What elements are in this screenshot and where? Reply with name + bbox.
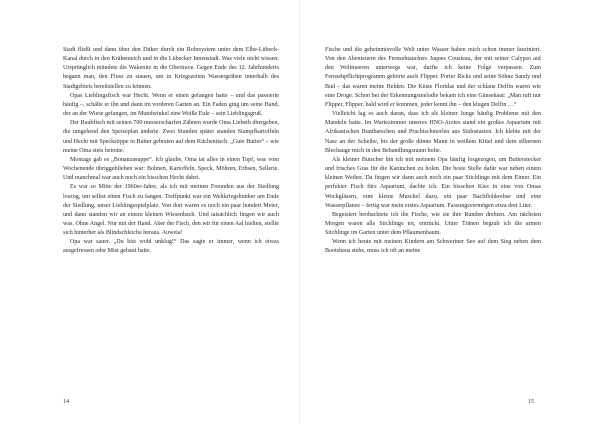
right-page-number: 15: [528, 399, 534, 405]
left-paragraph-4: Montags gab es „Bonanzasuppe“. Ich glaube, Oma tat alles in einen Topf, was vom Wochenende übriggeblieben war: Bohnen, Kartoffeln, Speck, Möhren, Erbsen, Sellerie. Und manchmal war auch noch ein bisschen Hecht dabei.: [63, 156, 279, 182]
right-paragraph-5: Wenn ich heute mit meinen Kindern am Schweriner See auf dem Steg neben dem Bootshaus stehe, muss ich oft an meine: [325, 239, 541, 255]
left-paragraph-3: Der Raubfisch mit seinen 700 messerscharfen Zähnen wurde Oma Liebeth übergeben, die umgehend den Speiseplan änderte. Zwei Stunden später standen Stampfkartoffeln und Hecht mit Speckstippe in Butter gebraten auf dem Küchentisch. „Gute Butter“ – wie meine Oma stets betonte.: [63, 120, 279, 154]
right-paragraph-3: Als kleiner Butscher bin ich mit meinem Opa häufig losgezogen, um Butterstecker und frisches Gras für die Kaninchen zu holen. Die beste Stelle dafür war neben einem kleinen Weiher. Da fingen wir dann auch noch ein paar Stichlinge mit dem Eimer. Ein perfekter Fisch fürs Aquarium, dachte ich. Ein bisschen Kies in eins von Omas Weckgläsern, eine kleine Muschel dazu, ein paar Bachflohkrebse und eine Wasserpflanze – fertig war mein erstes Aquarium. Fassungsvermögen etwa drei Liter.: [325, 156, 541, 209]
left-paragraph-6: Opa war sauer. „Du bist wohl unklug!“ Das sagte er immer, wenn ich etwas ausgefressen oder Mist gebaut hatte.: [63, 239, 279, 255]
right-page-body: [325, 46, 541, 257]
left-page-body: [63, 46, 279, 257]
left-paragraph-1: Stadt fließt und dann über den Düker durch ein Rohrsystem unter dem Elbe-Lübeck-Kanal durch in den Krähenteich und in die Lübecker Innenstadt. Was viele nicht wissen: Ursprünglich mündete die Wakenitz in die Obertrave. Gegen Ende des 12. Jahrhunderts begann man, den Fluss zu stauen, um in Kriegszeiten Wassergräben innerhalb des Stadtgebiets bereitstellen zu können.: [63, 47, 279, 90]
page-gutter: [299, 0, 300, 424]
right-paragraph-1: Fische und die geheimnisvolle Welt unter Wasser haben mich schon immer fasziniert. Von den Abenteuern des Fernsehtauchers Jaques Cousteau, der mit seiner Calypso auf den Weltmeeren unterwegs war, durfte ich keine Folge verpassen. Zum Fernsehpflichtprogramm gehörte auch Flipper. Porter Ricks und seine Söhne Sandy und Bud – das waren meine Helden. Die Küste Floridas und der schlaue Delfin waren wie eine Droge. Schon bei der Erkennungsmelodie bekam ich eine Gänsehaut: „Man ruft nur Flipper, Flipper, bald wird er kommen, jeder kennt ihn – den klugen Delfin …“: [325, 47, 541, 108]
left-paragraph-2: Opas Lieblingsfisch war Hecht. Wenn er einen gefangen hatte – und das passierte häufig –, schälte er ihn und dann im vorderen Garten an. Ein Faden ging um seine Hand, der an der Wiese gefangen, im Mundwinkel eine Weiße Eule – sein Lieblingsgruß.: [63, 92, 279, 118]
left-paragraph-5: Es war so Mitte der 1960er-Jahre, als ich mit meinen Freunden aus der Siedlung loszog, um selbst einen Fisch zu fangen. Treffpunkt war ein Weltkriegsbunker am Ende der Siedlung, unser Lieblingsspielplatz. Von dort waren es noch ein paar hundert Meter, und dann standen wir an einem kleinen Wiesenbach. Und tatsächlich fingen wir auch was. Ohne Angel. Nur mit der Hand. Aber der Fisch, den wir für einen Aal hielten, stellte sich hinterher als Blindschleiche heraus. Auweia!: [63, 184, 279, 237]
right-paragraph-4: Begeistert beobachtete ich die Fische, wie sie ihre Runden drehten. Am nächsten Morgen waren alle Stichlinge tot, entrückt. Unter Tränen begrub ich die armen Stichlinge im Garten unter dem Pflaumenbaum.: [325, 211, 541, 237]
left-page-number: 14: [63, 399, 69, 405]
right-paragraph-2: Vielleicht lag es auch daran, dass ich als kleiner Junge häufig Probleme mit den Mandeln hatte. Im Wartezimmer unseres HNO-Arztes stand ein großes Aquarium mit Afrikanischen Buntbarschen und Prachtschmerlen aus Südostasien. Ich klebte mit der Nase an der Scheibe, bis der große dünne Mann in weißem Kittel und dem silbernen Blechauge mich in den Behandlungsraum holte.: [325, 111, 541, 154]
